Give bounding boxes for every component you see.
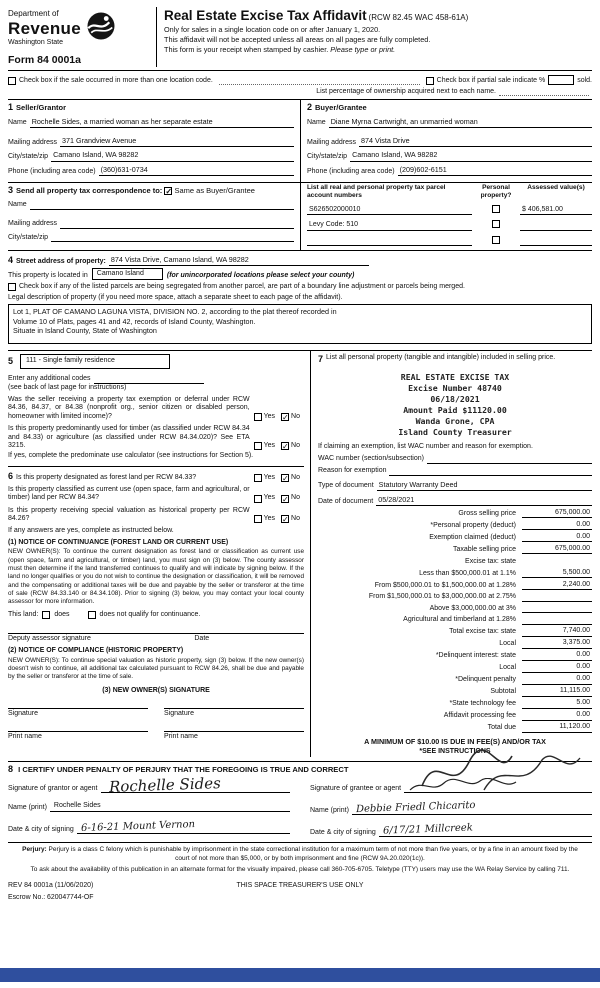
grantee-date-field[interactable] [379,824,592,837]
partial-sale-label: Check box if partial sale indicate % [436,76,546,84]
form-number: Form 84 0001a [8,54,81,67]
grantor-signature-handwriting: Rochelle Sides [108,774,221,797]
personal-property-checkbox[interactable] [492,236,500,244]
wac-number-field[interactable] [427,455,592,464]
section-6-number: 6 [8,470,14,481]
fin-label: Local [499,640,516,648]
certification-section [8,761,592,838]
fin-label: Exemption claimed (deduct) [429,533,516,541]
fin-label: Affidavit processing fee [443,712,516,720]
stamp-line: Island County Treasurer [398,427,512,438]
grantee-signature-scrawl [408,778,518,794]
financial-table [318,509,592,733]
reason-exemption-label: Reason for exemption [318,467,387,475]
local-tax-value[interactable]: 3,375.00 [522,639,592,648]
partial-sale-checkbox[interactable] [426,77,434,85]
delinquent-interest-local-value[interactable]: 0.00 [522,663,592,672]
buyer-grantee-title: Buyer/Grantee [315,103,367,113]
fin-label: Less than $500,000.01 at 1.1% [419,569,516,577]
seller-address-label: Mailing address [8,138,58,146]
segregated-parcel-checkbox[interactable] [8,283,16,291]
header-note-2: This affidavit will not be accepted unless all areas on all pages are fully completed. [164,34,431,44]
stamp-line: Wanda Grone, CPA [415,416,495,427]
seller-grantor-title: Seller/Grantor [16,103,67,113]
form-revision: REV 84 0001a (11/06/2020) [8,881,94,889]
grantee-printname-field[interactable] [352,802,592,815]
does-not-label: does not qualify for continuance. [99,610,201,618]
buyer-grantee-block [300,100,592,182]
header-note-1: Only for sales in a single location code on or after January 1, 2020. [164,24,381,34]
seller-name-field[interactable]: Rochelle Sides, a married woman as her separate estate [30,118,294,128]
date-of-document-field[interactable]: 05/28/2021 [376,496,592,506]
codes-instructions-note: (see back of last page for instructions) [8,383,127,391]
personal-property-checkbox[interactable] [492,220,500,228]
left-column [8,351,310,756]
grantee-date-handwriting: 6/17/21 Millcreek [382,822,473,837]
does-qualify-checkbox[interactable] [42,611,50,619]
tier1-tax-value[interactable]: 5,500.00 [522,569,592,578]
main-columns [8,350,592,756]
treasurer-stamp [318,372,592,438]
grantor-signature-label: Signature of grantor or agent [8,785,98,792]
no-label: No [291,412,300,420]
notice-compliance-body: NEW OWNER(S): To continue special valuation as historic property, sign (3) below. If the new owner(s) doesn't wish to continue, all additional tax calculated pursuant to RCW 84.26, shall be due and payable by the seller or transferor at the time of sale. [8,656,304,681]
seller-address-field[interactable]: 371 Grandview Avenue [60,137,294,147]
washington-state-label: Washington State [8,38,63,46]
parcel-number-field[interactable]: S626502000010 [307,206,472,215]
correspondence-label: Send all property tax correspondence to: [16,186,163,196]
legal-description-box[interactable] [8,304,592,344]
parcel-table [300,183,592,250]
parcel-numbers-header: List all real and personal property tax parcel account numbers [307,184,446,200]
department-of-label: Department of [8,9,59,18]
predominate-use-note: If yes, complete the predominate use calculator (see instructions for Section 5). [8,452,254,460]
section-8-number: 8 [8,763,14,774]
fin-label: Total due [487,724,516,732]
levy-code-field[interactable]: Levy Code: 510 [307,221,472,230]
parcel-row [307,236,592,246]
historic-property-question: Is this property receiving special valuation as historical property per RCW 84.26? [8,506,250,523]
q5-no-checkbox[interactable]: ✓ [282,515,289,525]
corr-address-label: Mailing address [8,220,58,228]
title-block [156,7,592,67]
grantee-signature-field[interactable] [404,783,592,793]
escrow-number: Escrow No.: 620047744-OF [8,893,94,901]
yes-label: Yes [263,515,276,523]
grantee-signature-label: Signature of grantee or agent [310,785,402,792]
gross-selling-price-value[interactable]: 675,000.00 [522,509,592,518]
forest-land-question: Is this property designated as forest land per RCW 84.33? [16,473,197,481]
personal-property-intro: List all personal property (tangible and intangible) included in selling price. [326,354,556,362]
q2-no-checkbox[interactable]: ✓ [282,442,289,452]
right-column [310,351,592,756]
accessibility-note: To ask about the availability of this publication in an alternate format for the visually impaired, please call 360-705-6705. Teletype (TTY) users may use the WA Relay Service by calling 711. [30,865,570,873]
parcel-table-header [307,184,592,200]
fin-label: *State technology fee [449,700,516,708]
fin-label: From $500,000.01 to $1,500,000.00 at 1.28% [374,581,516,589]
fin-label: *Delinquent penalty [455,676,516,684]
buyer-csz-field[interactable]: Camano Island, WA 98282 [350,151,592,161]
dor-logo-icon [86,11,116,41]
section-2-number: 2 [307,102,313,113]
partial-sale-percent-input[interactable] [548,75,574,85]
treasurer-use-label: THIS SPACE TREASURER'S USE ONLY [236,881,364,889]
land-use-code-field[interactable]: 111 - Single family residence [20,354,170,368]
section-1-number: 1 [8,102,14,113]
affidavit-processing-fee-value[interactable]: 0.00 [522,711,592,720]
corr-name-label: Name [8,201,27,209]
fin-label: Excise tax: state [465,557,516,565]
reason-exemption-field[interactable] [389,467,592,476]
notice-compliance-title: (2) NOTICE OF COMPLIANCE (HISTORIC PROPERTY) [8,647,184,655]
revenue-wordmark: Revenue [8,18,81,38]
same-as-buyer-checkbox[interactable]: ✓ [165,187,173,197]
new-owner-signature-line-1[interactable]: Signature [8,708,148,718]
tier4-tax-value[interactable] [522,604,592,613]
seller-name-label: Name [8,119,27,127]
fin-label: Gross selling price [458,510,516,518]
yes-label: Yes [263,441,276,449]
seller-grantor-block [8,100,300,182]
taxable-selling-price-value[interactable]: 675,000.00 [522,545,592,554]
perjury-text: Perjury is a class C felony which is punishable by imprisonment in the state correctional institution for a maximum term of not more than five years, or by a fine in an amount fixed by the court of not more than $5,000, or by both imprisonment and fine (RCW 9A.20.020(1c)). [48,846,578,863]
stamp-line: REAL ESTATE EXCISE TAX [400,371,510,382]
fin-label: Total excise tax: state [449,628,516,636]
fin-label: From $1,500,000.01 to $3,000,000.00 at 2.75% [368,593,516,601]
forest-land-section [8,466,304,742]
street-address-field[interactable]: 874 Vista Drive, Camano Island, WA 98282 [109,256,369,266]
top-checkbox-row [8,71,592,86]
agency-block [8,7,156,67]
q3-no-checkbox[interactable]: ✓ [282,473,289,483]
total-due-value[interactable]: 11,120.00 [522,723,592,732]
tier2-tax-value[interactable]: 2,240.00 [522,581,592,590]
seller-csz-label: City/state/zip [8,153,49,161]
new-owner-signature-grid [8,695,304,742]
buyer-phone-field[interactable]: (209)602-6151 [398,166,592,176]
personal-property-checkbox[interactable] [492,205,500,213]
grantor-signature-block [8,774,290,837]
notice-continuance-title: (1) NOTICE OF CONTINUANCE (FOREST LAND OR CURRENT USE) [8,539,229,547]
buyer-address-label: Mailing address [307,138,357,146]
multi-location-checkbox[interactable] [8,77,16,85]
see-instructions-note: *SEE INSTRUCTIONS [419,748,491,756]
corr-csz-field[interactable] [51,233,294,242]
legal-description-line: Volume 10 of Plats, pages 41 and 42, records of Island County, Washington. [13,316,256,326]
buyer-name-label: Name [307,119,326,127]
certify-statement: I CERTIFY UNDER PENALTY OF PERJURY THAT THE FOREGOING IS TRUE AND CORRECT [18,764,349,774]
assessed-value-header: Assessed value(s) [527,184,585,192]
corr-csz-label: City/state/zip [8,233,49,241]
q2-yes-checkbox[interactable] [254,442,262,450]
ownership-note: List percentage of ownership acquired next to each name. [316,87,496,95]
q1-no-checkbox[interactable]: ✓ [282,412,289,422]
assessed-value-field[interactable] [520,222,592,231]
legal-description-line: Situate in Island County, State of Washington [13,325,157,335]
type-of-document-field[interactable]: Statutory Warranty Deed [377,481,592,491]
unincorporated-note: (for unincorporated locations please select your county) [166,272,355,279]
legal-description-line: Lot 1, PLAT OF CAMANO LAGUNA VISTA, DIVISION NO. 2, according to the plat thereof recorded in [13,307,337,317]
does-not-qualify-checkbox[interactable] [88,611,96,619]
grantor-signature-field[interactable] [101,774,290,797]
located-in-label: This property is located in [8,272,88,279]
fin-label: *Delinquent interest: state [435,652,516,660]
section-3-number: 3 [8,185,14,196]
no-label: No [291,494,300,502]
ownership-note-row [8,86,592,99]
property-location-section [8,250,592,350]
exemption-claimed-value[interactable]: 0.00 [522,533,592,542]
grantor-date-label: Date & city of signing [8,826,74,833]
q4-no-checkbox[interactable]: ✓ [282,494,289,504]
delinquent-penalty-value[interactable]: 0.00 [522,675,592,684]
new-owner-signature-line-2[interactable]: Signature [164,708,304,718]
grantor-date-field[interactable] [77,821,290,834]
header-note-3: This form is your receipt when stamped by cashier. [164,45,329,55]
if-yes-note: If any answers are yes, complete as instructed below. [8,526,174,534]
same-as-buyer-label: Same as Buyer/Grantee [174,186,255,196]
street-address-label: Street address of property: [16,257,106,265]
grantor-printname-field[interactable]: Rochelle Sides [50,802,290,812]
no-label: No [291,515,300,523]
legal-description-label: Legal description of property (if you need more space, attach a separate sheet to each page of the affidavit). [8,293,343,301]
seller-phone-field[interactable]: (360)631-0734 [99,166,294,176]
parcel-row [307,205,592,215]
buyer-address-field[interactable]: 874 Vista Drive [359,137,592,147]
notice-continuance-body: NEW OWNER(S): To continue the current designation as forest land or classification as current use (open space, farm and agricultural, or timber) land, you must sign on (3) below. The county assessor must then determine if the land transferred continues to qualify and will indicate by signing below. If the land no longer qualifies or you do not wish to continue the designation or classification, it will be removed and the compensating or additional taxes will be due and payable by the seller or transferor at the time of sale (RCW 84.33.140 or 84.34.108). Prior to signing (3) below, you may contact your local county assessor for more information. [8,548,304,606]
no-label: No [291,473,300,481]
grantee-printname-handwriting: Debbie Friedl Chicarito [355,800,476,816]
q3-yes-checkbox[interactable] [254,474,262,482]
perjury-statement [8,842,592,864]
rcw-reference: (RCW 82.45 WAC 458-61A) [368,13,469,22]
tier3-tax-value[interactable] [522,593,592,602]
sold-label: sold. [577,76,592,84]
fin-label: *Personal property (deduct) [430,522,516,529]
does-label: does [54,610,70,618]
assessed-value-field[interactable] [520,237,592,246]
corr-address-field[interactable] [60,220,294,229]
q5-yes-checkbox[interactable] [254,515,262,523]
section-7-number: 7 [318,354,324,365]
current-use-question: Is this property classified as current use (open space, farm and agricultural, or timber) land per RCW 84.34? [8,486,250,502]
segregated-parcel-label: Check box if any of the listed parcels are being segregated from another parcel, are part of a boundary line adjustment or parcels being merged. [19,283,465,291]
no-label: No [291,441,300,449]
total-excise-state-value[interactable]: 7,740.00 [522,627,592,636]
bottom-blue-bar [0,968,600,982]
q1-yes-checkbox[interactable] [254,413,262,421]
stamp-line: Amount Paid $11120.00 [403,405,507,416]
form-header [8,5,592,70]
date-of-document-label: Date of document [318,497,374,505]
exemption-deferral-question: Was the seller receiving a property tax exemption or deferral under RCW 84.36, 84.37, or 84.38 (nonprofit org., senior citizen or disabled person, homeowner with limited income)? [8,395,250,420]
grantee-signature-block [310,774,592,837]
additional-codes-field[interactable] [94,375,204,384]
fin-label: Subtotal [490,688,516,696]
timber-agriculture-question: Is this property predominantly used for timber (as classified under RCW 84.34 and 84.33) or agriculture (as classified under RCW 84.34.020)? See ETA 3215. [8,425,250,449]
perjury-label: Perjury: [22,846,47,854]
dotted-leader [219,77,420,85]
footer-row [8,882,592,890]
fin-label: Local [499,664,516,672]
exemption-claim-note: If claiming an exemption, list WAC number and reason for exemption. [318,443,533,451]
excise-tax-state-header [522,557,592,566]
grantor-printname-label: Name (print) [8,804,47,811]
personal-property-deduct-value[interactable]: 0.00 [522,521,592,530]
minimum-due-note: A MINIMUM OF $10.00 IS DUE IN FEE(S) AND/OR TAX [364,736,546,746]
page-title: Real Estate Excise Tax Affidavit [164,8,367,23]
subtotal-value[interactable]: 11,115.00 [522,687,592,696]
buyer-phone-label: Phone (including area code) [307,167,395,175]
new-owner-printname-line-1[interactable]: Print name [8,731,148,741]
stamp-line: Excise Number 48740 [408,383,502,394]
parcel-row [307,220,592,230]
fin-label: Taxable selling price [452,545,516,553]
yes-label: Yes [263,412,276,420]
fin-label: Above $3,000,000.00 at 3% [429,604,516,612]
use-code-section [8,354,304,461]
yes-label: Yes [263,494,276,502]
corr-name-field[interactable] [30,201,294,210]
parties-section [8,99,592,182]
deputy-assessor-signature-line[interactable] [8,633,304,643]
assessed-value-field[interactable]: $ 406,581.00 [520,206,592,215]
yes-label: Yes [263,473,276,481]
fin-label: Agricultural and timberland at 1.28% [403,616,516,624]
correspondence-and-parcels [8,182,592,250]
personal-property-header: Personal property? [480,184,512,200]
type-of-document-label: Type of document [318,482,374,490]
stamp-line: 06/18/2021 [430,394,480,405]
parcel-number-field[interactable] [307,237,472,246]
agricultural-tax-value[interactable] [522,616,592,625]
multi-location-label: Check box if the sale occurred in more than one location code. [19,76,213,84]
deputy-date-label: Date [194,635,210,642]
grantee-date-label: Date & city of signing [310,829,376,836]
grantor-date-handwriting: 6-16-21 Mount Vernon [80,819,195,835]
state-technology-fee-value[interactable]: 5.00 [522,699,592,708]
seller-csz-field[interactable]: Camano Island, WA 98282 [51,151,294,161]
new-owner-printname-line-2[interactable]: Print name [164,731,304,741]
additional-codes-label: Enter any additional codes [8,375,91,383]
this-land-label: This land: [8,610,39,618]
seller-phone-label: Phone (including area code) [8,167,96,175]
section-5-number: 5 [8,355,14,366]
dotted-leader [499,88,589,96]
new-owners-signature-title: (3) NEW OWNER(S) SIGNATURE [102,686,210,694]
buyer-name-field[interactable]: Diane Myrna Cartwright, an unmarried woman [329,118,592,128]
grantee-printname-label: Name (print) [310,807,349,814]
delinquent-interest-state-value[interactable]: 0.00 [522,651,592,660]
section-4-number: 4 [8,255,14,266]
tax-correspondence-block [8,183,300,250]
deputy-assessor-label: Deputy assessor signature [8,635,91,642]
q4-yes-checkbox[interactable] [254,495,262,503]
location-select[interactable]: Camano Island [92,268,163,280]
buyer-csz-label: City/state/zip [307,153,348,161]
type-or-print-note: Please type or print. [330,45,396,55]
wac-number-label: WAC number (section/subsection) [318,455,424,463]
